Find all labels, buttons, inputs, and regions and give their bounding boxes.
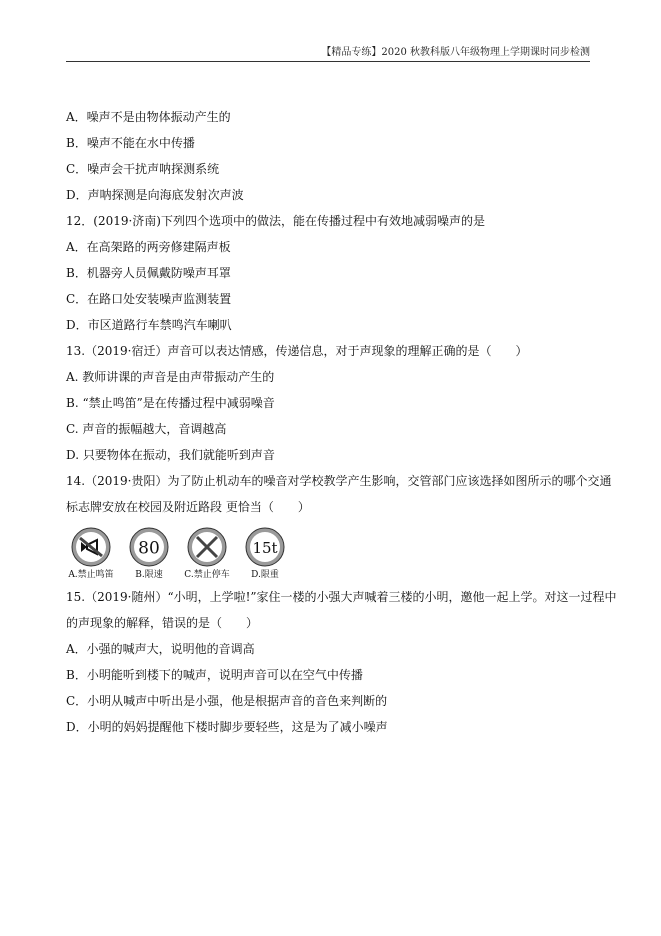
- option-line: D．市区道路行车禁鸣汽车喇叭: [66, 318, 232, 332]
- option-line: D．小明的妈妈提醒他下楼时脚步要轻些，这是为了减小噪声: [66, 720, 388, 734]
- no-honking-sign-icon: [70, 526, 112, 568]
- option-line: D. 只要物体在振动，我们就能听到声音: [66, 448, 275, 462]
- option-line: C．在路口处安装噪声监测装置: [66, 292, 232, 306]
- sign-a: [68, 526, 114, 584]
- question-14: 14.（2019·贵阳）为了防止机动车的噪音对学校教学产生影响，交管部门应该选择如图所示的哪个交通: [66, 474, 612, 488]
- speed-limit-sign-icon: [128, 526, 170, 568]
- option-line: C．小明从喊声中听出是小强，他是根据声音的音色来判断的: [66, 694, 388, 708]
- sign-d: [242, 526, 288, 584]
- option-line: A. 教师讲课的声音是由声带振动产生的: [66, 370, 275, 384]
- sign-b: [126, 526, 172, 584]
- option-line: A．噪声不是由物体振动产生的: [66, 110, 231, 124]
- traffic-sign-figure: [68, 526, 596, 584]
- option-line: B．小明能听到楼下的喊声，说明声音可以在空气中传播: [66, 668, 363, 682]
- page-header: 【精品专练】2020 秋教科版八年级物理上学期课时同步检测: [321, 47, 590, 58]
- option-line: B. “禁止鸣笛”是在传播过程中减弱噪音: [66, 396, 275, 410]
- header-divider: [66, 61, 590, 62]
- option-line: B．噪声不能在水中传播: [66, 136, 195, 150]
- sign-c-caption: C.禁止停车: [184, 570, 230, 580]
- option-line: C. 声音的振幅越大，音调越高: [66, 422, 227, 436]
- sign-a-caption: A.禁止鸣笛: [68, 570, 114, 580]
- option-line: D．声呐探测是向海底发射次声波: [66, 188, 244, 202]
- sign-d-caption: D.限重: [251, 570, 279, 580]
- option-line: C．噪声会干扰声呐探测系统: [66, 162, 220, 176]
- sign-b-caption: B.限速: [135, 570, 163, 580]
- sign-c: [184, 526, 230, 584]
- option-line: A．小强的喊声大，说明他的音调高: [66, 642, 255, 656]
- question-14-continued: 标志牌安放在校园及附近路段 更恰当（ ）: [66, 500, 310, 514]
- no-parking-sign-icon: [186, 526, 228, 568]
- speed-limit-value: 80: [138, 538, 160, 559]
- question-15: 15.（2019·随州）“小明，上学啦!”家住一楼的小强大声喊着三楼的小明，邀他一起上学。对这一过程中: [66, 590, 617, 604]
- question-15-continued: 的声现象的解释，错误的是（ ）: [66, 616, 259, 630]
- question-12: 12．(2019·济南)下列四个选项中的做法，能在传播过程中有效地减弱噪声的是: [66, 214, 485, 228]
- weight-limit-sign-icon: [244, 526, 286, 568]
- worksheet-body: [66, 104, 617, 740]
- option-line: B．机器旁人员佩戴防噪声耳罩: [66, 266, 231, 280]
- question-13: 13.（2019·宿迁）声音可以表达情感，传递信息，对于声现象的理解正确的是（ ）: [66, 344, 528, 358]
- option-line: A．在高架路的两旁修建隔声板: [66, 240, 231, 254]
- weight-limit-value: 15t: [252, 539, 278, 557]
